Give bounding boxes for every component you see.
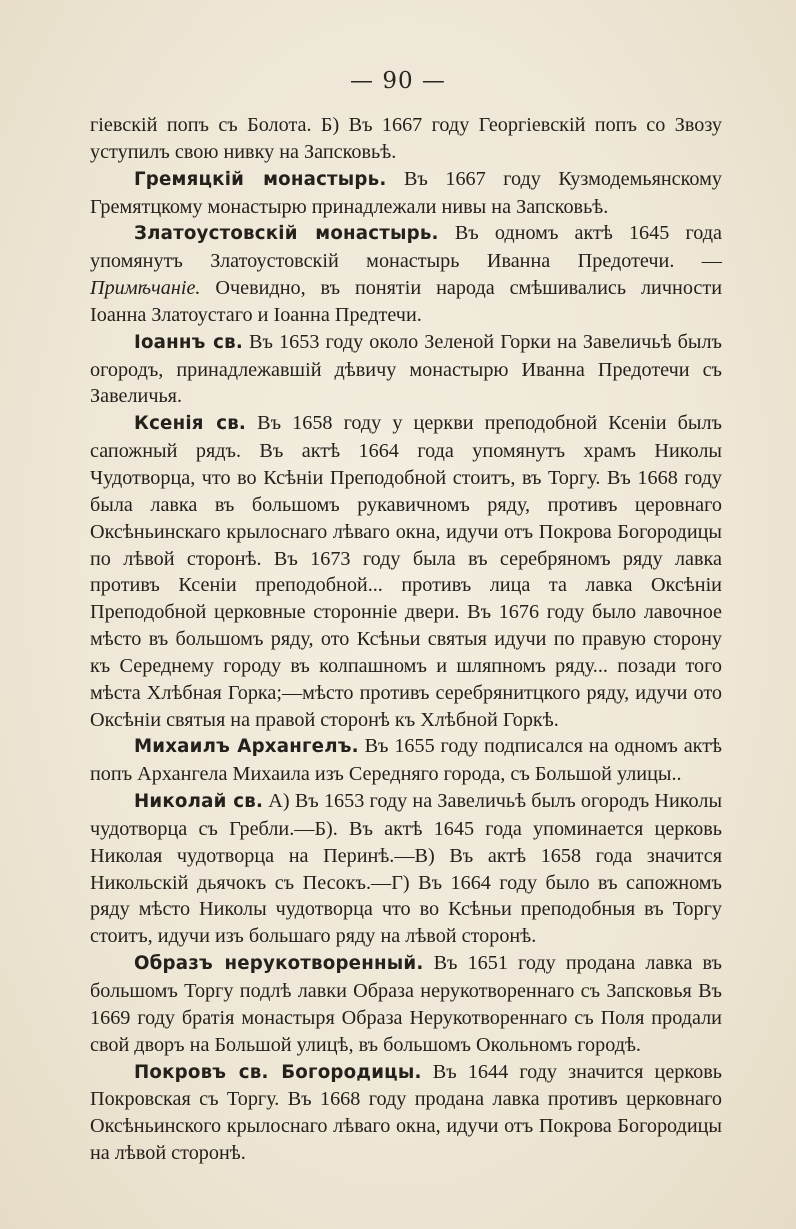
entry-kseniya [90, 410, 722, 733]
entry-obraz [90, 950, 722, 1058]
entry-heading: Гремяцкій монастырь. [134, 168, 387, 190]
entry-text: А) Въ 1653 году на Завеличьѣ былъ огородъ Николы чудотворца съ Гребли.—Б). Въ актѣ 1645 года упоминается церковь Николая чудотворца на Перинѣ.—В) Въ актѣ 1658 года значится Никольскій дьячокъ съ Песокъ.—Г) Въ 1664 году было въ сапожномъ ряду мѣсто Николы чудотворца что во Ксѣньи преподобныя въ Торгу стоитъ, идучи изъ большаго ряду на лѣвой сторонѣ. [90, 790, 723, 948]
entry-heading: Михаилъ Архангелъ. [134, 736, 359, 758]
entry-heading: Образъ нерукотворенный. [134, 953, 424, 975]
paragraph-text: гіевскій попъ съ Болота. Б) Въ 1667 году Георгіевскій попъ со Звозу уступилъ свою нивку на Запсковьѣ. [90, 114, 722, 163]
entry-text: Въ 1667 году Кузмодемьянскому Гремятцкому монастырю принадлежали нивы на Запсковьѣ. [90, 167, 723, 218]
entry-note-label: Примѣчаніе. [90, 277, 201, 300]
entry-heading: Покровъ св. Богородицы. [134, 1061, 422, 1083]
entry-gremyatsky-monastery [90, 166, 722, 221]
entry-nikolay [90, 788, 722, 950]
entry-text-after: Очевидно, въ понятіи народа смѣшивались личности Іоанна Златоустаго и Іоанна Предтечи. [90, 277, 723, 326]
entry-text: Въ 1651 году продана лавка въ большомъ Торгу подлѣ лавки Образа нерукотвореннаго съ Запсковья Въ 1669 году братія монастыря Образа Нерукотвореннаго съ Поля продали свой дворъ на Большой улицѣ, въ большомъ Окольномъ городѣ. [90, 952, 722, 1056]
paragraph-continuation [90, 112, 722, 166]
entry-text: Въ 1658 году у церкви преподобной Ксеніи былъ сапожный рядъ. Въ актѣ 1664 года упомянутъ храмъ Николы Чудотворца, что во Ксѣніи Преподобной стоитъ, въ Торгу. Въ 1668 году была лавка въ большомъ рукавичномъ ряду, противъ церовнаго Оксѣньинскаго крылоснаго лѣваго окна, идучи отъ Покрова Богородицы по лѣвой сторонѣ. Въ 1673 году была въ серебряномъ ряду лавка противъ Ксеніи преподобной... противъ лица та лавка Оксѣніи Преподобной церковные сторонніе двери. Въ 1676 году было лавочное мѣсто въ большомъ ряду, ото Ксѣньи святыя идучи по правую сторону къ Середнему городу въ колпашномъ и шляпномъ ряду... позади того мѣста Хлѣбная Горка;—мѣсто противъ серебрянитцкого ряду, идучи ото Оксѣніи святыя на правой сторонѣ къ Хлѣбной Горкѣ. [90, 412, 723, 731]
entry-pokrov [90, 1059, 722, 1167]
page-body [90, 112, 722, 1167]
entry-mikhail-arkhangel [90, 733, 722, 788]
entry-heading: Николай св. [134, 791, 264, 813]
page-number: — 90 — [350, 68, 446, 94]
entry-text: Въ 1653 году около Зеленой Горки на Завеличьѣ былъ огородъ, принадлежавшій дѣвичу монастырю Иванна Предотечи съ Завеличья. [90, 330, 722, 408]
entry-text: Въ одномъ актѣ 1645 года упомянутъ Златоустовскій монастырь Иванна Предотечи. — [90, 222, 723, 273]
entry-heading: Златоустовскій монастырь. [134, 223, 439, 245]
entry-ioann [90, 329, 722, 411]
entry-heading: Ксенія св. [134, 413, 247, 435]
entry-heading: Іоаннъ св. [134, 331, 243, 353]
entry-zlatoustovsky-monastery [90, 220, 722, 328]
entry-text: Въ 1644 году значится церковь Покровская съ Торгу. Въ 1668 году продана лавка противъ церковнаго Оксѣньинского крылоснаго лѣваго окна, идучи отъ Покрова Богородицы на лѣвой сторонѣ. [90, 1060, 723, 1165]
entry-text: Въ 1655 году подписался на одномъ актѣ попъ Архангела Михаила изъ Середняго города, съ Большой улицы.. [90, 735, 723, 786]
